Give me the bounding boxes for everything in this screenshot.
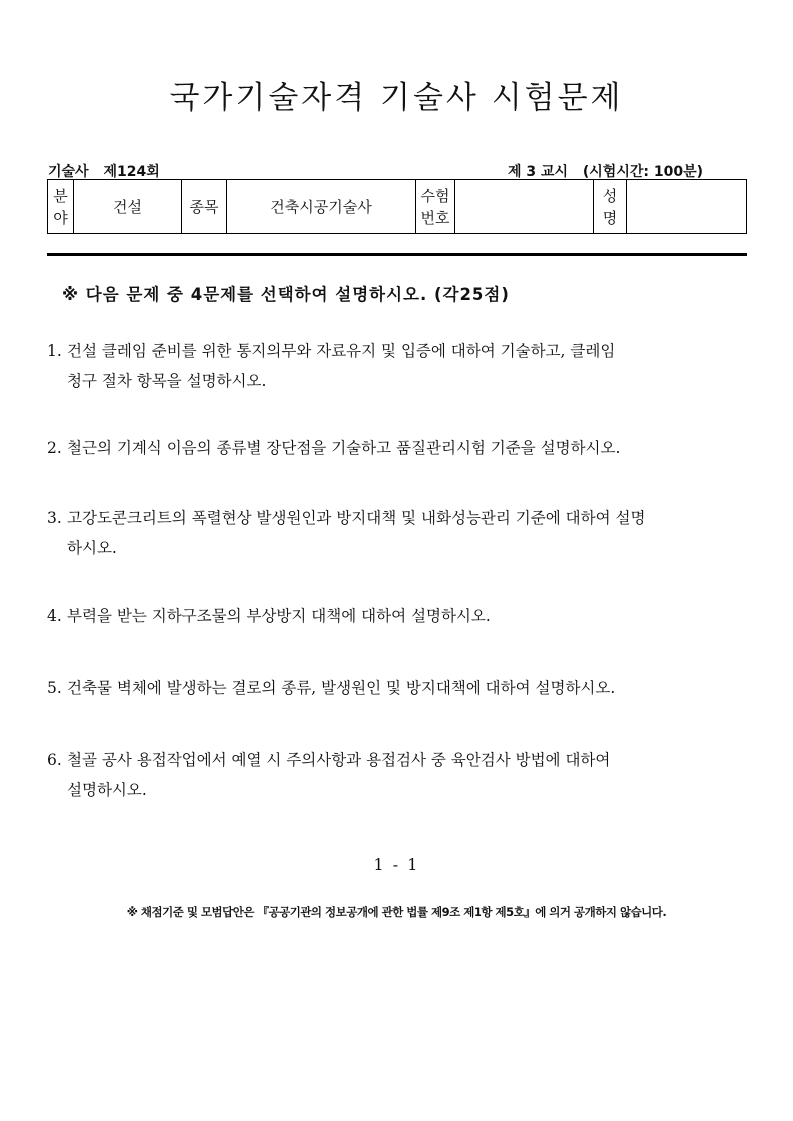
name-field[interactable] (627, 180, 747, 234)
footnote: ※ 채점기준 및 모범답안은 『공공기관의 정보공개에 관한 법률 제9조 제1항 제5호』에 의거 공개하지 않습니다. (126, 905, 667, 919)
grade-label: 기술사 (48, 164, 89, 180)
exam-session-time (508, 161, 713, 181)
field-label: 분 야 (48, 180, 74, 234)
question-4: 4. 부력을 받는 지하구조물의 부상방지 대책에 대하여 설명하시오. (47, 607, 491, 625)
exam-info-table (47, 179, 747, 234)
question-5: 5. 건축물 벽체에 발생하는 결로의 종류, 발생원인 및 방지대책에 대하여 설명하시오. (47, 679, 616, 697)
type-label: 종목 (182, 180, 227, 234)
time-label: (시험시간: 100분) (582, 164, 703, 180)
field-value: 건설 (74, 180, 182, 234)
session-label: 제 3 교시 (507, 164, 568, 180)
round-label: 제124회 (103, 164, 160, 180)
divider-rule (47, 253, 747, 256)
question-6: 6. 철골 공사 용접작업에서 예열 시 주의사항과 용접검사 중 육안검사 방법에 대하여 설명하시오. (47, 751, 611, 799)
type-value: 건축시공기술사 (227, 180, 416, 234)
question-2: 2. 철근의 기계식 이음의 종류별 장단점을 기술하고 품질관리시험 기준을 설명하시오. (47, 439, 621, 457)
exam-number-field[interactable] (455, 180, 594, 234)
question-3: 3. 고강도콘크리트의 폭렬현상 발생원인과 방지대책 및 내화성능관리 기준에 대하여 설명 하시오. (47, 509, 646, 557)
page-number: 1 - 1 (373, 855, 420, 874)
exam-title: 국가기술자격 기술사 시험문제 (169, 80, 624, 116)
exam-number-label: 수험 번호 (416, 180, 455, 234)
exam-grade-round (48, 161, 170, 181)
question-1: 1. 건설 클레임 준비를 위한 통지의무와 자료유지 및 입증에 대하여 기술하고, 클레임 청구 절차 항목을 설명하시오. (47, 342, 616, 390)
name-label: 성 명 (594, 180, 627, 234)
instruction-text: ※ 다음 문제 중 4문제를 선택하여 설명하시오. (각25점) (62, 285, 510, 304)
